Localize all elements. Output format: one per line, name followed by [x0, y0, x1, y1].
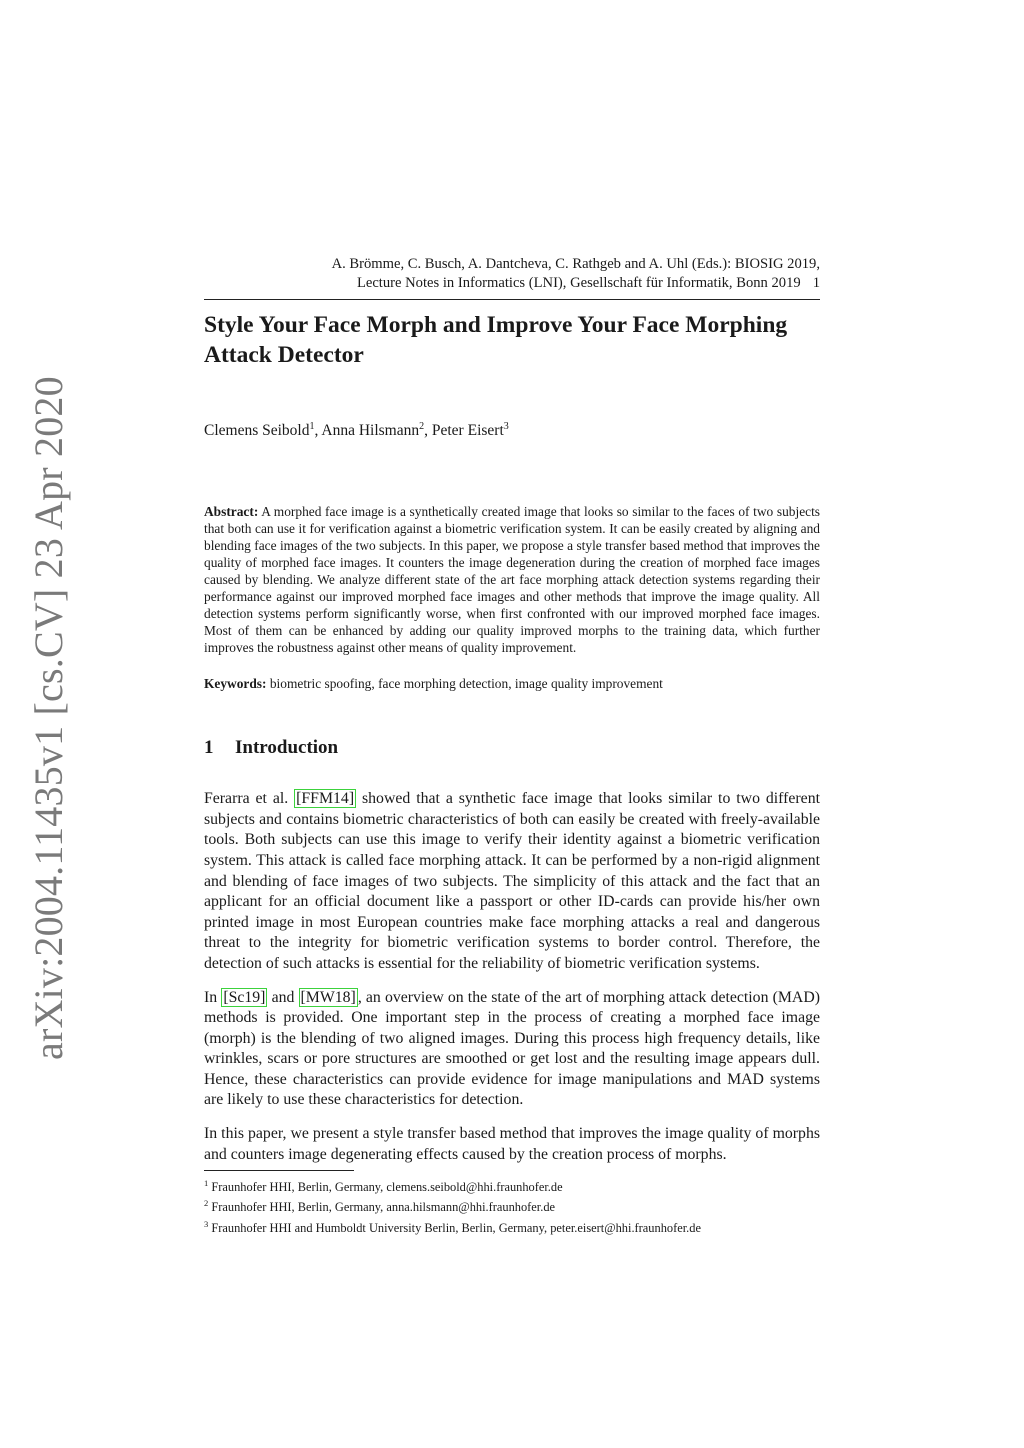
- footnote-mark: 3: [204, 1218, 209, 1229]
- keywords-text: biometric spoofing, face morphing detection, image quality improvement: [269, 676, 663, 692]
- header-line-2-text: Lecture Notes in Informatics (LNI), Gesellschaft für Informatik, Bonn 2019: [356, 275, 801, 291]
- footnote: [204, 1195, 820, 1215]
- footnotes: [204, 1175, 820, 1235]
- intro-paragraph-1: [204, 789, 820, 974]
- citation-link[interactable]: [FFM14]: [296, 790, 355, 808]
- author-separator: ,: [424, 422, 432, 440]
- section-title: Introduction: [235, 737, 339, 759]
- abstract: [204, 503, 820, 656]
- footnote-text: Fraunhofer HHI, Berlin, Germany, anna.hilsmann@hhi.fraunhofer.de: [211, 1200, 556, 1215]
- author-list: [204, 417, 820, 441]
- footnote-text: Fraunhofer HHI and Humboldt University Berlin, Berlin, Germany, peter.eisert@hhi.fraunhofer.de: [211, 1220, 701, 1235]
- intro-paragraph-2: [204, 988, 820, 1112]
- footnote: [204, 1175, 820, 1195]
- footnote-mark: 1: [204, 1178, 209, 1189]
- citation-link[interactable]: [Sc19]: [223, 988, 266, 1006]
- keywords-label: Keywords:: [204, 676, 267, 692]
- section-heading: [204, 736, 820, 760]
- abstract-label: Abstract:: [204, 504, 259, 520]
- header-line-2: [204, 274, 820, 293]
- p2-text-before: In: [204, 988, 222, 1006]
- author-name: Clemens Seibold: [204, 422, 310, 440]
- keywords: [204, 675, 820, 692]
- author-name: Anna Hilsmann: [321, 422, 420, 440]
- title-line-1: Style Your Face Morph and Improve Your Face Morphing: [204, 312, 788, 338]
- p2-text-mid: and: [267, 988, 299, 1006]
- intro-paragraph-3: In this paper, we present a style transfer based method that improves the image quality of morphs and counters image degenerating effects caused by the creation process of morphs.: [204, 1125, 820, 1163]
- page-number: 1: [812, 275, 820, 291]
- paper-page: [204, 255, 820, 1236]
- section-number: 1: [204, 737, 214, 759]
- author-affiliation-mark: 2: [419, 421, 425, 432]
- footnote-text: Fraunhofer HHI, Berlin, Germany, clemens.seibold@hhi.fraunhofer.de: [211, 1180, 563, 1195]
- footnote: [204, 1216, 820, 1236]
- p1-text-before: Ferarra et al.: [204, 790, 295, 808]
- p2-text-after: , an overview on the state of the art of morphing attack detection (MAD) methods is provided. One important step in the process of creating a morphed face image (morph) is the blending of two aligned images. During this process high frequency details, like wrinkles, scars or pore structures are smoothed or get lost and the resulting image appears dull. Hence, these characteristics can provide evidence for image manipulations and MAD systems are likely to use these characteristics for detection.: [204, 988, 821, 1109]
- citation-link[interactable]: [MW18]: [300, 988, 356, 1006]
- author-separator: ,: [314, 422, 322, 440]
- footnote-mark: 2: [204, 1198, 209, 1209]
- p1-text-after: showed that a synthetic face image that looks similar to two different subjects and contains biometric characteristics of both can easily be created with freely-available tools. Both subjects can use this image to verify their identity against a biometric verification system. This attack is called face morphing attack. It can be performed by a non-rigid alignment and blending of face images of two subjects. The simplicity of this attack and the fact that an applicant for an official document like a passport or other ID-cards can provide his/her own printed image in most European countries make face morphing attacks a real and dangerous threat to the integrity for biometric verification systems to border control. Therefore, the detection of such attacks is essential for the reliability of biometric verification systems.: [204, 790, 820, 972]
- footnote-divider: [204, 1170, 354, 1171]
- author-affiliation-mark: 3: [503, 421, 509, 432]
- title-line-2: Attack Detector: [204, 342, 364, 368]
- author-affiliation-mark: 1: [309, 421, 315, 432]
- author-name: Peter Eisert: [431, 422, 504, 440]
- running-header: [204, 255, 820, 300]
- abstract-text: A morphed face image is a synthetically created image that looks so similar to the faces of two subjects that both can use it for verification against a biometric verification system. It can be easily created by aligning and blending face images of the two subjects. In this paper, we propose a style transfer based method that improves the quality of morphed face images. It counters the image degeneration during the creation of morphed face images caused by blending. We analyze different state of the art face morphing attack detection systems regarding their performance against our improved morphed face images and other methods that improve the image quality. All detection systems perform significantly worse, when first confronted with our improved morphed face images. Most of them can be enhanced by adding our quality improved morphs to the training data, which further improves the robustness against other means of quality improvement.: [204, 504, 821, 656]
- paper-title: [204, 310, 820, 370]
- header-line-1: A. Brömme, C. Busch, A. Dantcheva, C. Rathgeb and A. Uhl (Eds.): BIOSIG 2019,: [331, 256, 820, 272]
- arxiv-identifier: arXiv:2004.11435v1 [cs.CV] 23 Apr 2020: [26, 376, 71, 1060]
